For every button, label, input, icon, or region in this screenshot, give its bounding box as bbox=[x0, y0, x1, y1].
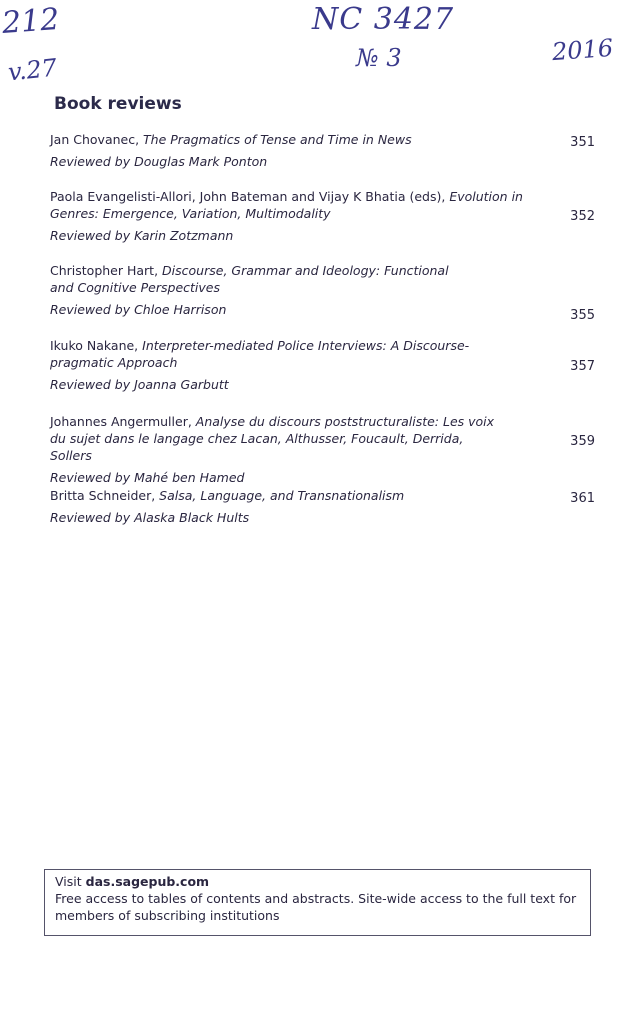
review-book bbox=[50, 337, 505, 371]
review-page-number: 352 bbox=[570, 209, 595, 224]
review-title: Interpreter-mediated Police Interviews: A Discourse-pragmatic Approach bbox=[50, 338, 470, 370]
review-page-number: 361 bbox=[570, 491, 595, 506]
review-reviewer: Reviewed by Douglas Mark Ponton bbox=[50, 154, 268, 169]
review-title: The Pragmatics of Tense and Time in News bbox=[143, 132, 412, 147]
review-reviewer: Reviewed by Alaska Black Hults bbox=[50, 510, 250, 525]
review-entry-1 bbox=[50, 131, 595, 170]
access-visit-line bbox=[55, 873, 578, 890]
review-entry-5 bbox=[50, 413, 595, 486]
review-book bbox=[50, 131, 520, 148]
review-entry-2 bbox=[50, 188, 595, 244]
review-author: Jan Chovanec, bbox=[50, 132, 140, 147]
handwritten-note-shelf-number: 212 bbox=[0, 2, 61, 41]
visit-label: Visit bbox=[55, 874, 82, 889]
review-reviewer: Reviewed by Chloe Harrison bbox=[50, 302, 227, 317]
journal-url-link[interactable]: das.sagepub.com bbox=[85, 874, 210, 889]
access-description: Free access to tables of contents and abstracts. Site-wide access to the full text for members of subscribing institutions bbox=[55, 891, 577, 923]
handwritten-note-volume: v.27 bbox=[6, 53, 59, 87]
review-title: Salsa, Language, and Transnationalism bbox=[159, 488, 405, 503]
review-page-number: 359 bbox=[570, 434, 595, 449]
review-author: Johannes Angermuller, bbox=[50, 414, 192, 429]
review-title: Evolution in Genres: Emergence, Variation, Multimodality bbox=[50, 189, 523, 221]
section-title: Book reviews bbox=[54, 94, 182, 114]
review-page-number: 357 bbox=[570, 359, 595, 374]
review-title: Analyse du discours poststructuraliste: Les voix du sujet dans le langage chez Lacan, Althusser, Foucault, Derrida, Sollers bbox=[50, 414, 495, 463]
review-author: Paola Evangelisti-Allori, John Bateman and Vijay K Bhatia (eds), bbox=[50, 189, 446, 204]
handwritten-note-year: 2016 bbox=[551, 33, 614, 67]
review-book bbox=[50, 188, 555, 222]
review-author: Christopher Hart, bbox=[50, 263, 159, 278]
review-reviewer: Reviewed by Joanna Garbutt bbox=[50, 377, 229, 392]
review-entry-6 bbox=[50, 487, 595, 526]
review-page-number: 351 bbox=[570, 135, 595, 150]
review-reviewer: Reviewed by Karin Zotzmann bbox=[50, 228, 234, 243]
review-entry-4 bbox=[50, 337, 595, 393]
review-reviewer: Reviewed by Mahé ben Hamed bbox=[50, 470, 245, 485]
review-page-number: 355 bbox=[570, 308, 595, 323]
review-title: Discourse, Grammar and Ideology: Functional and Cognitive Perspectives bbox=[50, 263, 449, 295]
handwritten-note-catalog-number: NC 3427 bbox=[312, 2, 455, 37]
review-entry-3 bbox=[50, 262, 595, 323]
review-author: Britta Schneider, bbox=[50, 488, 156, 503]
review-book bbox=[50, 487, 520, 504]
review-book bbox=[50, 413, 500, 464]
handwritten-note-issue: № 3 bbox=[356, 44, 402, 72]
review-book bbox=[50, 262, 470, 296]
review-author: Ikuko Nakane, bbox=[50, 338, 139, 353]
access-info-box bbox=[44, 869, 591, 936]
